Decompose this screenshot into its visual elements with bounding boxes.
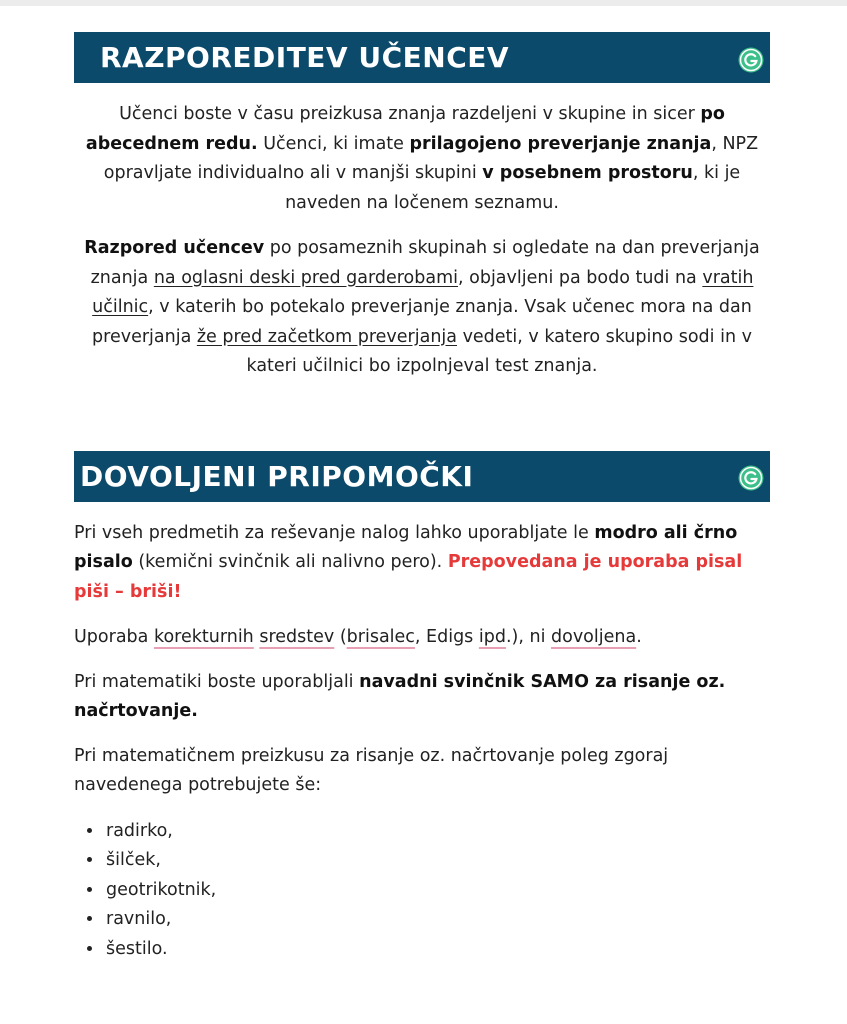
bold-text: v posebnem prostoru <box>482 163 693 183</box>
text-span: Uporaba <box>74 627 154 647</box>
text-span: . <box>636 627 642 647</box>
list-item: • radirko, <box>104 817 770 847</box>
text-span: Pri matematiki boste uporabljali <box>74 671 360 692</box>
text-span: , NPZ opravljate individualno ali v manjši skupini <box>103 133 759 183</box>
paragraph-razporeditev-1 <box>74 100 770 218</box>
tools-list <box>74 817 770 965</box>
section-title: DOVOLJENI PRIPOMOČKI <box>80 459 474 493</box>
spellcheck-underlined-text: brisalec <box>346 627 415 647</box>
paragraph-pripomocki-1 <box>74 519 770 608</box>
warning-text: Prepovedana je uporaba pisal piši – briši! <box>74 552 743 602</box>
underlined-text: že pred začetkom preverjanja <box>196 326 457 347</box>
text-span: , ki je naveden na ločenem seznamu. <box>285 163 741 213</box>
section-header-razporeditev <box>74 32 770 83</box>
text-span: (kemični svinčnik ali nalivno pero). <box>132 552 448 572</box>
text-span: Učenci boste v času preizkusa znanja razdeljeni v skupine in sicer <box>119 104 701 124</box>
list-item: • ravnilo, <box>104 905 770 935</box>
section-title: RAZPOREDITEV UČENCEV <box>100 41 510 74</box>
underlined-text: vratih učilnic <box>92 267 754 317</box>
list-item: • šestilo. <box>104 935 770 965</box>
underlined-text: na oglasni deski pred garderobami <box>153 267 458 288</box>
text-span: Pri vseh predmetih za reševanje nalog lahko uporabljate le <box>74 522 595 543</box>
section-header-pripomocki <box>74 451 770 502</box>
text-span: Pri matematičnem preizkusu za risanje oz. načrtovanje poleg zgoraj navedenega potrebujete še: <box>74 745 669 795</box>
bold-text: Razpored učencev <box>84 238 265 258</box>
bold-text: navadni svinčnik SAMO za risanje oz. načrtovanje. <box>74 671 726 721</box>
paragraph-pripomocki-3 <box>74 668 770 727</box>
document-page <box>74 32 770 964</box>
paragraph-pripomocki-4 <box>74 742 770 801</box>
bold-text: po abecednem redu. <box>85 104 725 154</box>
text-span: po posameznih skupinah si ogledate na dan preverjanja znanja <box>90 238 760 288</box>
paragraph-razporeditev-2 <box>74 234 770 382</box>
bold-text: modro ali črno pisalo <box>74 522 738 572</box>
text-span: , objavljeni pa bodo tudi na <box>458 267 703 288</box>
text-span: ( <box>334 627 347 647</box>
top-strip <box>0 0 847 6</box>
spellcheck-underlined-text: ipd <box>478 627 506 647</box>
text-span: , v katerih bo potekalo preverjanje znanja. Vsak učenec mora na dan preverjanja <box>92 297 752 347</box>
paragraph-pripomocki-2 <box>74 623 770 653</box>
list-item: • šilček, <box>104 846 770 876</box>
text-span: , Edigs <box>414 627 479 647</box>
text-span: vedeti, v katero skupino sodi in v kateri učilnici bo izpolnjeval test znanja. <box>246 326 752 376</box>
spellcheck-underlined-text: sredstev <box>259 627 335 647</box>
list-item: • geotrikotnik, <box>104 876 770 906</box>
bold-text: prilagojeno preverjanje znanja <box>409 133 712 154</box>
spellcheck-underlined-text: korekturnih <box>153 627 254 647</box>
g-circle-icon[interactable] <box>738 465 764 491</box>
text-span: Učenci, ki imate <box>257 133 410 154</box>
g-circle-icon[interactable] <box>738 47 764 73</box>
spellcheck-underlined-text: dovoljena <box>551 627 637 647</box>
text-span: .), ni <box>505 627 552 647</box>
